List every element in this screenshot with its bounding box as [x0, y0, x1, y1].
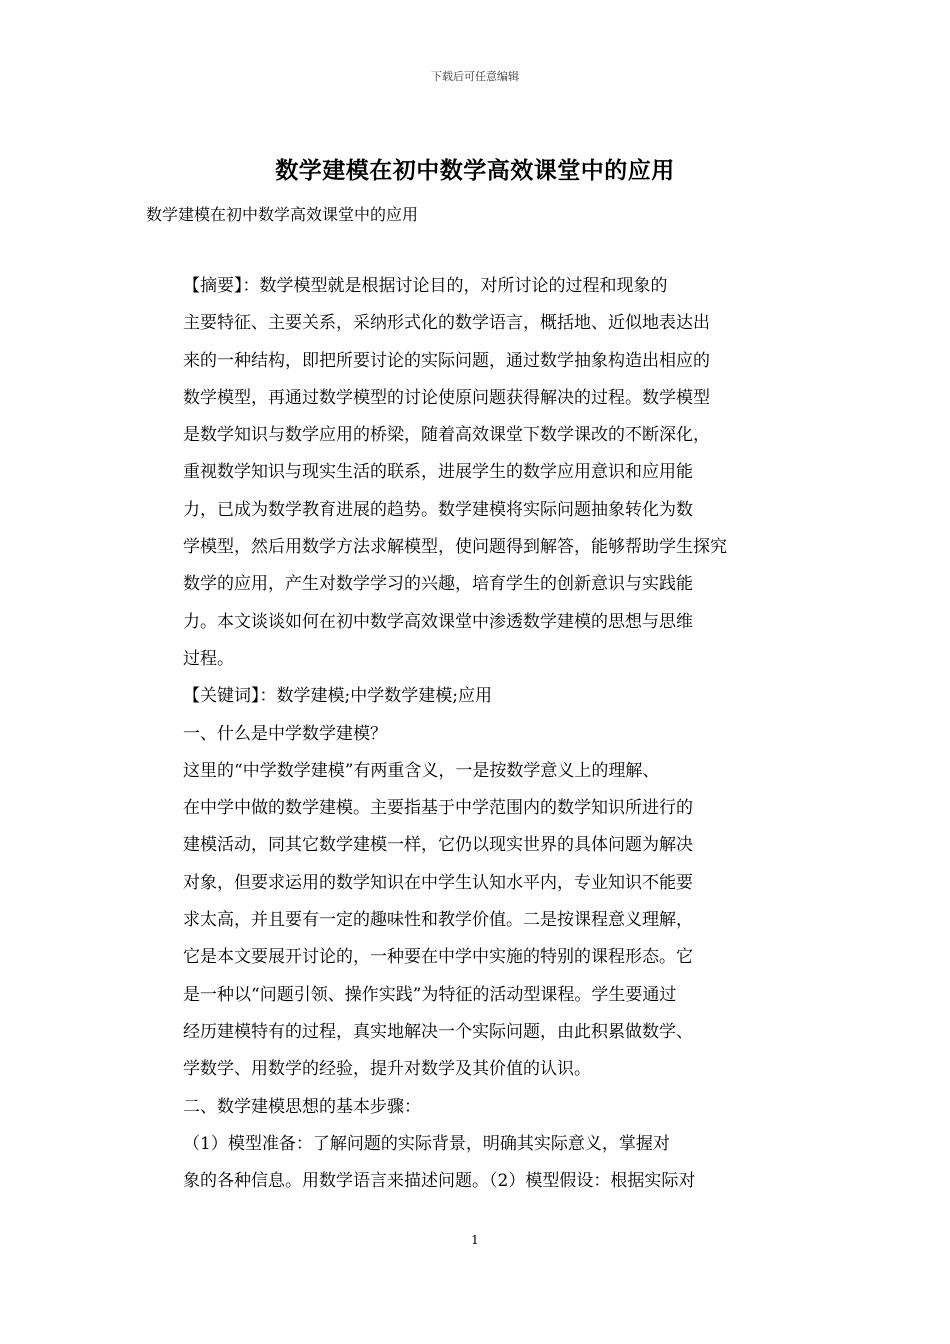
body-line: 求太高，并且要有一定的趣味性和教学价值。二是按课程意义理解，: [183, 910, 693, 931]
body-line: 学模型，然后用数学方法求解模型，使问题得到解答，能够帮助学生探究: [183, 537, 727, 558]
page-number: 1: [471, 1233, 479, 1247]
body-line: 在中学中做的数学建模。主要指基于中学范围内的数学知识所进行的: [183, 798, 693, 819]
document-body: [183, 273, 813, 1205]
document-subtitle: 数学建模在初中数学高效课堂中的应用: [146, 205, 419, 224]
body-line: 过程。: [183, 648, 234, 669]
body-line: 象的各种信息。用数学语言来描述问题。（2）模型假设：根据实际对: [183, 1171, 696, 1192]
section-heading: 一、什么是中学数学建模？: [183, 723, 387, 744]
keywords-line: 【关键词】：数学建模;中学数学建模;应用: [183, 686, 492, 707]
body-line: 它是本文要展开讨论的，一种要在中学中实施的特别的课程形态。它: [183, 947, 693, 968]
document-title: 数学建模在初中数学高效课堂中的应用: [275, 157, 675, 184]
body-line: 是数学知识与数学应用的桥梁，随着高效课堂下数学课改的不断深化，: [183, 425, 710, 446]
page-header: 下载后可任意编辑: [431, 70, 519, 83]
body-line: 数学的应用，产生对数学学习的兴趣，培育学生的创新意识与实践能: [183, 574, 693, 595]
body-line: 力，已成为数学教育进展的趋势。数学建模将实际问题抽象转化为数: [183, 499, 693, 520]
body-line: 主要特征、主要关系，采纳形式化的数学语言，概括地、近似地表达出: [183, 313, 710, 334]
body-line: 数学模型，再通过数学模型的讨论使原问题获得解决的过程。数学模型: [183, 387, 710, 408]
body-line: 是一种以“问题引领、操作实践”为特征的活动型课程。学生要通过: [183, 984, 677, 1005]
body-line: 力。本文谈谈如何在初中数学高效课堂中渗透数学建模的思想与思维: [183, 611, 693, 632]
body-line: 【摘要】：数学模型就是根据讨论目的，对所讨论的过程和现象的: [183, 276, 668, 296]
body-line: 经历建模特有的过程，真实地解决一个实际问题，由此积累做数学、: [183, 1021, 693, 1042]
body-line: 学数学、用数学的经验，提升对数学及其价值的认识。: [183, 1059, 591, 1080]
body-line: 来的一种结构，即把所要讨论的实际问题，通过数学抽象构造出相应的: [183, 350, 710, 371]
body-line: 对象，但要求运用的数学知识在中学生认知水平内，专业知识不能要: [183, 872, 693, 893]
body-line: 这里的“中学数学建模”有两重含义，一是按数学意义上的理解、: [183, 760, 660, 781]
body-line: 重视数学知识与现实生活的联系，进展学生的数学应用意识和应用能: [183, 462, 693, 483]
section-heading: 二、数学建模思想的基本步骤：: [183, 1096, 421, 1117]
body-line: （1）模型准备：了解问题的实际背景，明确其实际意义，掌握对: [183, 1133, 670, 1154]
body-line: 建模活动，同其它数学建模一样，它仍以现实世界的具体问题为解决: [183, 835, 693, 856]
